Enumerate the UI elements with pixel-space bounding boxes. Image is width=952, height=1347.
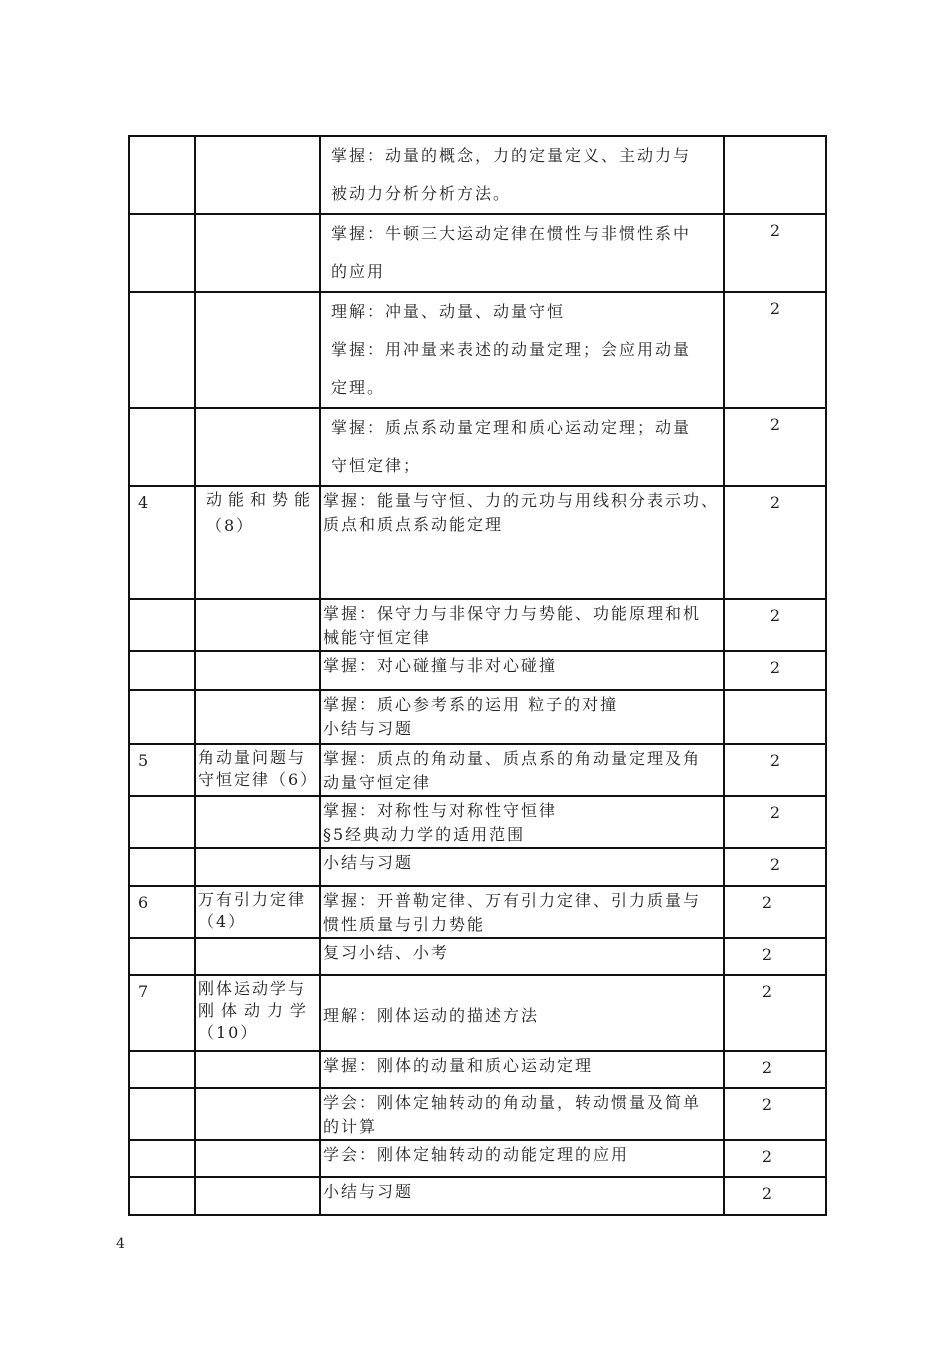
content-cell [320, 975, 724, 1051]
hours-cell [724, 975, 826, 1051]
chapter-title-line: （10） [198, 1023, 259, 1042]
content-line: 的计算 [323, 1117, 378, 1136]
chapter-title-cell [195, 292, 320, 408]
hours-value: 2 [761, 982, 773, 1001]
content-cell [320, 599, 724, 651]
chapter-number-cell [129, 214, 195, 292]
hours-value: 2 [769, 855, 781, 874]
chapter-title-cell [195, 848, 320, 886]
chapter-title-line: （8） [206, 516, 255, 535]
hours-cell [724, 292, 826, 408]
chapter-number-cell [129, 796, 195, 848]
chapter-title-cell [195, 1088, 320, 1140]
chapter-number-cell [129, 886, 195, 938]
chapter-title-line: 动能和势能 [206, 490, 317, 509]
chapter-number: 5 [138, 751, 151, 770]
chapter-title-cell [195, 651, 320, 690]
hours-cell [724, 744, 826, 796]
chapter-title-line: 刚体运动学与 [198, 979, 307, 998]
table-row [129, 651, 826, 690]
chapter-number-cell [129, 848, 195, 886]
chapter-number-cell [129, 292, 195, 408]
content-cell [320, 214, 724, 292]
table-row [129, 1051, 826, 1088]
chapter-title-cell [195, 408, 320, 486]
content-cell [320, 744, 724, 796]
chapter-number-cell [129, 408, 195, 486]
content-cell [320, 292, 724, 408]
hours-cell [724, 1140, 826, 1177]
table-row [129, 1140, 826, 1177]
chapter-title-cell [195, 796, 320, 848]
chapter-title-cell [195, 214, 320, 292]
chapter-number: 4 [138, 493, 151, 512]
hours-cell [724, 1177, 826, 1215]
table-row [129, 599, 826, 651]
chapter-title-line: 守恒定律（6） [198, 770, 319, 789]
content-line: 掌握：动量的概念，力的定量定义、主动力与 [331, 146, 692, 165]
hours-cell [724, 886, 826, 938]
content-line: 复习小结、小考 [323, 943, 450, 962]
chapter-number-cell [129, 975, 195, 1051]
hours-cell [724, 848, 826, 886]
chapter-title-cell [195, 1177, 320, 1215]
table-row [129, 690, 826, 744]
chapter-title-cell [195, 486, 320, 599]
content-line: 动量守恒定律 [323, 773, 432, 792]
content-line: §5经典动力学的适用范围 [323, 825, 526, 844]
table-row [129, 975, 826, 1051]
chapter-title-cell [195, 1140, 320, 1177]
chapter-title-cell [195, 136, 320, 214]
content-line: 掌握：用冲量来表述的动量定理；会应用动量 [331, 340, 692, 359]
content-line: 的应用 [331, 262, 386, 281]
table-row [129, 938, 826, 975]
syllabus-table-body [129, 136, 826, 1215]
content-cell [320, 651, 724, 690]
table-row [129, 1088, 826, 1140]
content-cell [320, 690, 724, 744]
table-row [129, 486, 826, 599]
chapter-title-cell [195, 690, 320, 744]
hours-value: 2 [761, 893, 773, 912]
chapter-title-cell [195, 938, 320, 975]
hours-value: 2 [769, 606, 781, 625]
content-cell [320, 886, 724, 938]
content-line: 小结与习题 [323, 1182, 414, 1201]
chapter-number: 7 [138, 982, 151, 1001]
hours-cell [724, 690, 826, 744]
chapter-number-cell [129, 651, 195, 690]
hours-value: 2 [769, 221, 781, 240]
table-row [129, 292, 826, 408]
chapter-number-cell [129, 938, 195, 975]
content-cell [320, 848, 724, 886]
chapter-number-cell [129, 1177, 195, 1215]
chapter-title-cell [195, 599, 320, 651]
hours-value: 2 [769, 803, 781, 822]
chapter-title-line: 万有引力定律 [198, 890, 307, 909]
content-line: 掌握：质点系动量定理和质心运动定理；动量 [331, 418, 692, 437]
hours-value: 2 [761, 945, 773, 964]
chapter-number-cell [129, 599, 195, 651]
hours-value: 2 [769, 415, 781, 434]
content-line: 掌握：对心碰撞与非对心碰撞 [323, 656, 558, 675]
hours-cell [724, 796, 826, 848]
table-row [129, 408, 826, 486]
hours-cell [724, 1088, 826, 1140]
chapter-title-line: 角动量问题与 [198, 748, 307, 767]
chapter-title-line: 刚体动力学 [198, 1001, 314, 1020]
content-line: 掌握：对称性与对称性守恒律 [323, 801, 558, 820]
hours-value: 2 [769, 493, 781, 512]
hours-cell [724, 136, 826, 214]
content-line: 械能守恒定律 [323, 628, 432, 647]
hours-cell [724, 214, 826, 292]
hours-value: 2 [761, 1147, 773, 1166]
chapter-number: 6 [138, 893, 151, 912]
hours-value: 2 [761, 1095, 773, 1114]
content-line: 被动力分析分析方法。 [331, 184, 512, 203]
table-row [129, 796, 826, 848]
hours-cell [724, 408, 826, 486]
table-row [129, 136, 826, 214]
hours-cell [724, 486, 826, 599]
hours-value: 2 [769, 658, 781, 677]
syllabus-table [128, 135, 827, 1216]
hours-value: 2 [761, 1058, 773, 1077]
content-cell [320, 1140, 724, 1177]
content-line: 掌握：开普勒定律、万有引力定律、引力质量与 [323, 891, 702, 910]
hours-value: 2 [769, 751, 781, 770]
content-line: 理解：冲量、动量、动量守恒 [331, 302, 566, 321]
table-row [129, 886, 826, 938]
content-line: 掌握：刚体的动量和质心运动定理 [323, 1056, 594, 1075]
chapter-number-cell [129, 690, 195, 744]
content-cell [320, 1177, 724, 1215]
content-line: 惯性质量与引力势能 [323, 915, 486, 934]
table-row [129, 848, 826, 886]
chapter-title-cell [195, 1051, 320, 1088]
table-row [129, 1177, 826, 1215]
content-line: 掌握：牛顿三大运动定律在惯性与非惯性系中 [331, 224, 692, 243]
table-row [129, 214, 826, 292]
content-line: 小结与习题 [323, 853, 414, 872]
content-line: 小结与习题 [323, 719, 414, 738]
page-number: 4 [116, 1236, 125, 1252]
content-line: 掌握：质心参考系的运用 粒子的对撞 [323, 695, 619, 714]
chapter-number-cell [129, 486, 195, 599]
content-cell [320, 136, 724, 214]
content-line: 掌握：质点的角动量、质点系的角动量定理及角 [323, 749, 702, 768]
hours-cell [724, 1051, 826, 1088]
content-cell [320, 796, 724, 848]
content-line [323, 978, 719, 1003]
content-line: 学会：刚体定轴转动的动能定理的应用 [323, 1145, 630, 1164]
content-line: 守恒定律； [331, 456, 422, 475]
content-cell [320, 408, 724, 486]
hours-cell [724, 938, 826, 975]
chapter-number-cell [129, 1088, 195, 1140]
content-cell [320, 1051, 724, 1088]
content-line: 定理。 [331, 378, 386, 397]
content-line: 学会：刚体定轴转动的角动量，转动惯量及简单 [323, 1093, 702, 1112]
chapter-number-cell [129, 744, 195, 796]
hours-cell [724, 599, 826, 651]
content-line: 理解：刚体运动的描述方法 [323, 1006, 540, 1025]
table-row [129, 744, 826, 796]
content-cell [320, 486, 724, 599]
chapter-title-line: （4） [198, 912, 247, 931]
chapter-number-cell [129, 136, 195, 214]
content-line: 掌握：保守力与非保守力与势能、功能原理和机 [323, 604, 702, 623]
hours-cell [724, 651, 826, 690]
chapter-title-cell [195, 744, 320, 796]
chapter-title-cell [195, 886, 320, 938]
chapter-number-cell [129, 1140, 195, 1177]
hours-value: 2 [769, 299, 781, 318]
chapter-title-cell [195, 975, 320, 1051]
content-cell [320, 1088, 724, 1140]
content-line: 掌握：能量与守恒、力的元功与用线积分表示功、 [323, 491, 720, 510]
content-cell [320, 938, 724, 975]
hours-value: 2 [761, 1184, 773, 1203]
content-line: 质点和质点系动能定理 [323, 515, 504, 534]
chapter-number-cell [129, 1051, 195, 1088]
